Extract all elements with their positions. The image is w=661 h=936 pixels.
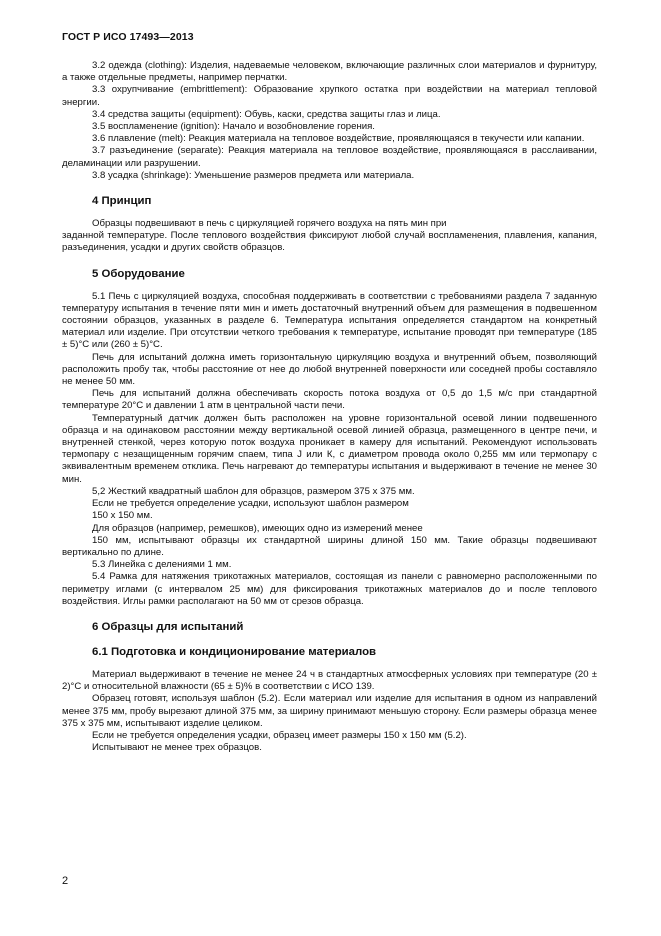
document-body — [62, 60, 597, 754]
page-number: 2 — [62, 875, 69, 887]
section-5-paragraph-4: Температурный датчик должен быть расположен на уровне горизонтальной осевой линии подвешенного образца и на одинаковом расстоянии между вертикальной осевой линией образца, размещенного в центре печи, и внутренней стенкой, через которую поток воздуха проникает в камеру для испытаний. Рекомендуют использовать термопару с незащищенным горячим спаем, типа J или К, с диаметром провода около 0,255 мм или термопару с эквивалентным временем отклика. Печь нагревают до температуры испытания и выдерживают в течение не менее 30 мин. — [62, 412, 597, 485]
definition-3-2: 3.2 одежда (clothing): Изделия, надеваемые человеком, включающие различных слои материалов и фурнитуру, а также отдельные предметы, например перчатки. — [62, 60, 597, 84]
section-4-paragraph-1: Образцы подвешивают в печь с циркуляцией горячего воздуха на пять мин при — [92, 218, 447, 230]
definition-3-3: 3.3 охрупчивание (embrittlement): Образование хрупкого остатка при воздействии на материал тепловой энергии. — [62, 84, 597, 108]
section-6-paragraph-3: Если не требуется определения усадки, образец имеет размеры 150 х 150 мм (5.2). — [92, 729, 467, 741]
definition-3-6: 3.6 плавление (melt): Реакция материала на тепловое воздействие, проявляющаяся в текучести или капании. — [92, 133, 585, 145]
section-6-paragraph-2: Образец готовят, используя шаблон (5.2). Если материал или изделие для испытания в одном из направлений менее 375 мм, пробу вырезают длиной 375 мм, за ширину принимают меньшую сторону. Если размеры образца менее 375 х 375 мм, испытывают изделие целиком. — [62, 693, 597, 729]
section-5-paragraph-3: Печь для испытаний должна обеспечивать скорость потока воздуха от 0,5 до 1,5 м/с при стандартной температуре 20°С и давлении 1 атм в центральной части печи. — [62, 388, 597, 412]
section-5-paragraph-5: 5,2 Жесткий квадратный шаблон для образцов, размером 375 х 375 мм. — [92, 485, 415, 497]
section-5-paragraph-11: 5.4 Рамка для натяжения трикотажных материалов, состоящая из панели с равномерно расположенными по периметру иглами (с интервалом 25 мм) для фиксирования трикотажных материалов до и после теплового воздействия. Иглы рамки располагают на 50 мм от срезов образца. — [62, 571, 597, 607]
section-5-paragraph-8: Для образцов (например, ремешков), имеющих одно из измерений менее — [92, 522, 423, 534]
document-header: ГОСТ Р ИСО 17493—2013 — [62, 31, 194, 43]
section-5-paragraph-1: 5.1 Печь с циркуляцией воздуха, способная поддерживать в соответствии с требованиями раздела 7 заданную температуру испытания в течение пяти мин и иметь достаточный внутренний объем для размещения в подвешенном состоянии образцов, указанных в разделе 6. Температура испытания определяется стандартом на конкретный материал или изделие. При отсутствии четкого требования к температуре, испытание проводят при температуре (185 ± 5)°С или (260 ± 5)°С. — [62, 290, 597, 351]
section-4-heading: 4 Принцип — [92, 195, 152, 208]
definition-3-4: 3.4 средства защиты (equipment): Обувь, каски, средства защиты глаз и лица. — [92, 108, 441, 120]
definition-3-7: 3.7 разъединение (separate): Реакция материала на тепловое воздействие, проявляющаяся в расслаивании, деламинации или разрушении. — [62, 145, 597, 169]
section-5-paragraph-6: Если не требуется определение усадки, используют шаблон размером — [92, 498, 409, 510]
section-5-heading: 5 Оборудование — [92, 267, 185, 280]
section-6-heading: 6 Образцы для испытаний — [92, 620, 244, 633]
section-5-paragraph-10: 5.3 Линейка с делениями 1 мм. — [92, 559, 232, 571]
section-6-1-heading: 6.1 Подготовка и кондиционирование материалов — [92, 645, 377, 658]
section-5-paragraph-2: Печь для испытаний должна иметь горизонтальную циркуляцию воздуха и внутренний объем, позволяющий расположить пробу так, чтобы расстояние от нее до любой внутренней поверхности или соседней пробы составляло не менее 50 мм. — [62, 351, 597, 388]
section-4-paragraph-2: заданной температуре. После теплового воздействия фиксируют любой случай воспламенения, плавления, капания, разъединения, усадки и других свойств образцов. — [62, 230, 597, 254]
section-5-paragraph-7: 150 х 150 мм. — [92, 510, 153, 522]
section-5-paragraph-9: 150 мм, испытывают образцы их стандартной ширины длиной 150 мм. Такие образцы подвешивают вертикально по длине. — [62, 534, 597, 558]
section-6-paragraph-4: Испытывают не менее трех образцов. — [92, 742, 262, 754]
definition-3-5: 3.5 воспламенение (ignition): Начало и возобновление горения. — [92, 121, 375, 133]
definition-3-8: 3.8 усадка (shrinkage): Уменьшение размеров предмета или материала. — [92, 169, 415, 181]
section-6-paragraph-1: Материал выдерживают в течение не менее 24 ч в стандартных атмосферных условиях при температуре (20 ± 2)°С и относительной влажности (65 ± 5)% в соответствии с ИСО 139. — [62, 668, 597, 693]
